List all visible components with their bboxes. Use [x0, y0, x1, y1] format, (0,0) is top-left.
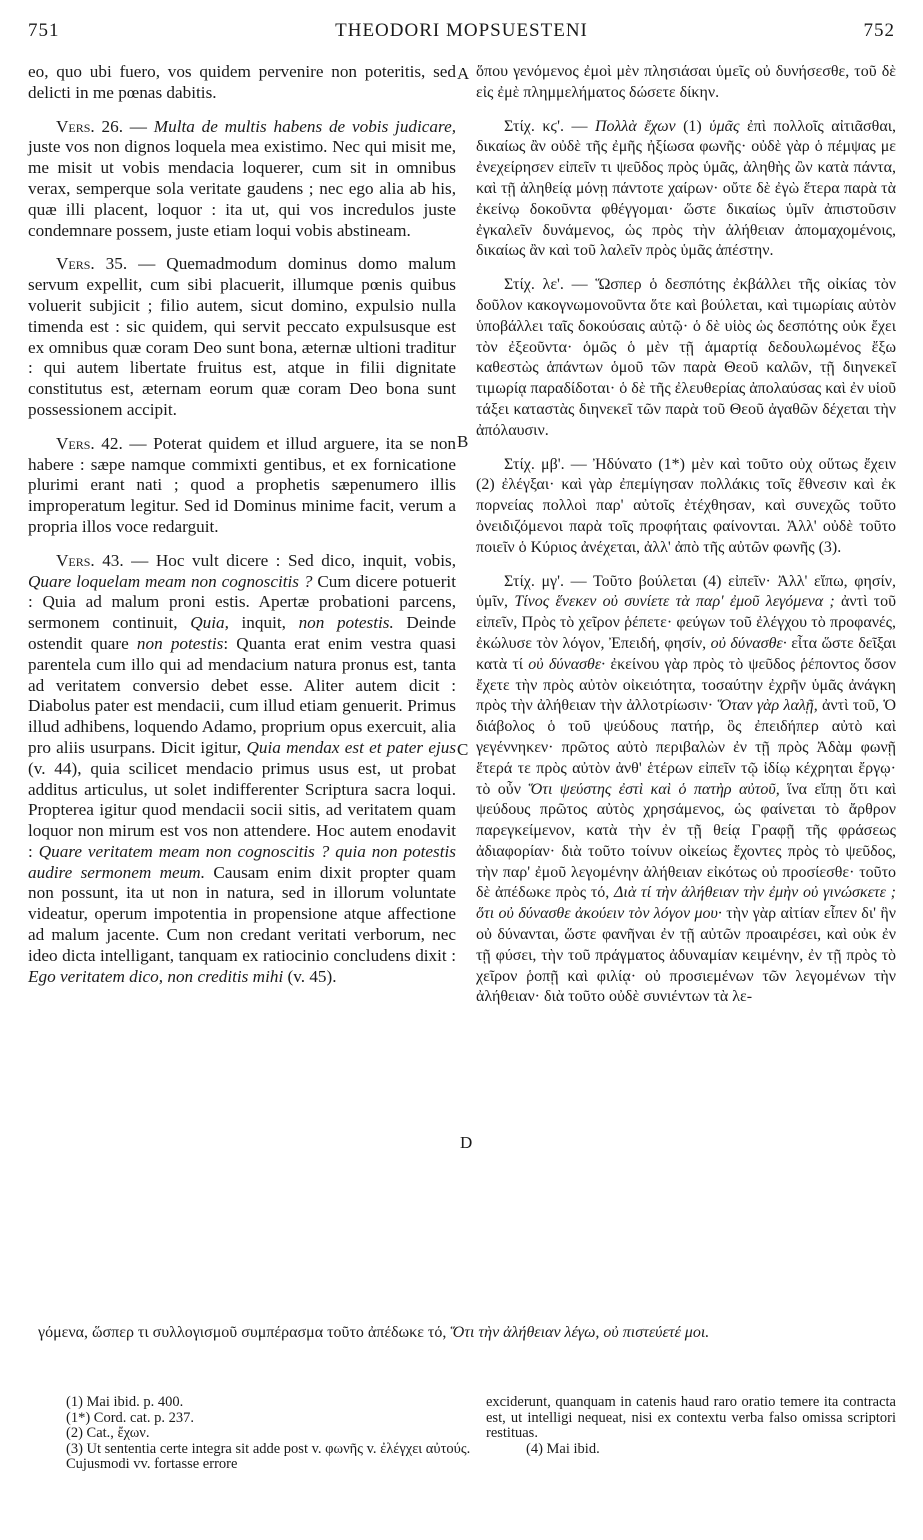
page-number-right: 752: [863, 20, 895, 41]
greek-paragraph: Στίχ. μβ'. — Ἠδύνατο (1*) μὲν καὶ τοῦτο οὐχ οὕτως ἔχειν (2) ἐλέγξαι· καὶ γὰρ ἐπεμίγησαν πολλάκις τοῖς ἔθνεσιν καὶ ἐκ πορνείας πολλοὶ παρ' αὐτοῖς ἐτέχθησαν, καὶ συνεχῶς τοῦτο ὀνειδιζόμενοι παρὰ τοῖς προφήταις φαίνονται. Ἀλλ' οὐδὲ τοῦτο ποιεῖν ὁ Κύριος ἀνέχεται, ἀλλ' ἀπὸ τῆς αὐτῶν φωνῆς (3).: [476, 455, 897, 556]
greek-column: [476, 62, 896, 1021]
section-marker-c: C: [457, 740, 469, 759]
greek-paragraph: ὅπου γενόμενος ἐμοὶ μὲν πλησιάσαι ὑμεῖς οὐ δυνήσεσθε, τοῦ δὲ εἰς ἐμὲ πλημμελήματος δώσετε δίκην.: [476, 63, 896, 101]
verse-heading: Vers. 35. —: [56, 254, 156, 274]
footnote: (3) Ut sententia certe integra sit adde post v. φωνῆς v. ἐλέγχει αὐτούς. Cujusmodi vv. fortasse errore: [66, 1440, 471, 1472]
footnote: (1) Mai ibid. p. 400.: [66, 1394, 184, 1410]
page-number-left: 751: [28, 20, 60, 41]
latin-paragraph: Vers. 26. — Multa de multis habens de vobis judicare, juste vos non dignos loquela mea existimo. Nec qui misit me, me misit ut vobis mendacia loquerer, cum sit in omnibus verax, semperque sola veritate gaudens ; nec ego alia ab his, quæ illi placent, loquor : ita ut, qui vos incredulos juste condemnare possem, juste etiam loqui vobis abstineam.: [28, 116, 456, 240]
greek-continuation: γόμενα, ὥσπερ τι συλλογισμοῦ συμπέρασμα τοῦτο ἀπέδωκε τό, Ὅτι τὴν ἀλήθειαν λέγω, οὐ πιστεύετέ μοι.: [38, 1324, 710, 1341]
footnotes-right: [486, 1395, 896, 1457]
latin-paragraph: Vers. 42. — Poterat quidem et illud arguere, ita se non habere : sæpe namque commixti gentibus, et ex fornicatione plurimi erant nati ; quod a prophetis sæpenumero illis improperatum legitur. Sed id Dominus minime facit, verum a propria illos voce redarguit.: [28, 433, 457, 536]
verse-heading: Στίχ. μγ'. —: [504, 572, 587, 590]
running-header: [28, 20, 895, 46]
verse-heading: Vers. 42. —: [56, 433, 147, 453]
footnote: (1*) Cord. cat. p. 237.: [66, 1409, 195, 1426]
verse-heading: Στίχ. κϛ'. —: [504, 117, 588, 135]
verse-heading: Στίχ. μβ'. —: [504, 455, 587, 473]
latin-paragraph: Vers. 43. — Hoc vult dicere : Sed dico, inquit, vobis, Quare loquelam meam non cognoscitis ? Cum dicere potuerit : Quia ad malum proni estis. Apertæ probationi parcens, sermonem continuit, Quia, inquit, non potestis. Deinde ostendit quare non potestis: Quanta erat enim vestra quasi parentela cum illo qui ad mendacium natura pronus est, tanta ad veritatem conversio debet esse. Aliter autem dicit : Diabolus pater est mendacii, cum illud etiam genuerit. Primus illud adhibens, loquendo Adamo, proprium opus exercuit, alia pro aliis usurpans. Dicit igitur, Quia mendax est et pater ejus (v. 44), quia scilicet mendacio primus usus est, ut probat additus articulus, ut solet indifferenter Scriptura sacra loqui. Propterea igitur quod mendacii socii sitis, ad veritatem quam loquor non mirum est vos non attendere. Hoc autem enodavit : Quare veritatem meam non cognoscitis ? quia non potestis audire sermonem meum. Causam enim dixit propter quam non possunt, ita ut non in natura, sed in illorum voluntate videatur, operum impotentia in propensione atque affectione ad malum jacente. Cum non credant veritati verborum, nec ideo dicta intelligant, tanquam ex ratiocinio concludens dixit : Ego veritatem dico, non creditis mihi (v. 45).: [28, 550, 457, 986]
section-marker-a: A: [457, 64, 470, 83]
footnote: exciderunt, quanquam in catenis haud raro oratio temere ita contracta est, ut intelligi nequeat, nisi ex contextu verba falso omissa scriptori restituas.: [486, 1394, 896, 1441]
latin-paragraph: Vers. 35. — Quemadmodum dominus domo malum servum expellit, cum sibi placuerit, illumque pœnis quibus voluerit subjicit ; filio autem, sicut domino, expulsio nulla timenda est : sic quidem, qui servit peccato expulsusque est ex omnibus quæ coram Deo sunt bona, æternæ ultioni traditur : qui autem libertate fruitus est, atque in filii dignitate constitutus est, æternam eorum quæ coram Deo bona sunt possessionem accipit.: [28, 254, 457, 419]
greek-paragraph: Στίχ. μγ'. — Τοῦτο βούλεται (4) εἰπεῖν· Ἀλλ' εἴπω, φησίν, ὑμῖν, Τίνος ἕνεκεν οὐ συνίετε τὰ παρ' ἐμοῦ λεγόμενα ; ἀντὶ τοῦ εἰπεῖν, Πρὸς τὸ χεῖρον ῥέπετε· φεύγων τοῦ ἐλέγχου τὸ προφανές, ἐκώλυσε τὸν λόγον, Ἐπειδή, φησίν, οὐ δύνασθε· εἶτα ὥστε δεῖξαι κατὰ τί οὐ δύνασθε· ἐκείνου γὰρ πρὸς τὸ ψεῦδος ῥέποντος ὅσον ἔχετε τὴν πρὸς αὐτὸν οἰκειότητα, τοσαύτην ἐχρῆν ὑμᾶς ἀνάγκη πρὸς τὴν ἀλήθειαν τὴν ἀλλοτρίωσιν· Ὅταν γὰρ λαλῇ, ἀντὶ τοῦ, Ὁ διάβολος ὁ τοῦ ψεύδους πατήρ, ὃς ἐπειδήπερ αὐτὸ καὶ γεγέννηκεν· πρῶτος αὐτὸ περιβαλὼν ἐν τῇ πρὸς Ἀδὰμ φωνῇ ἕτερά τε πρὸς αὐτὸν ἀνθ' ἑτέρων εἰπεῖν τῷ ἰδίῳ κέχρηται ἔργῳ· τὸ οὖν Ὅτι ψεύστης ἐστὶ καὶ ὁ πατὴρ αὐτοῦ, ἵνα εἴπῃ ὅτι καὶ ψεύδους πρῶτος αὐτὸς χρησάμενος, ὡς φαίνεται τὸ ἄρθρον παρεγκείμενον, κατὰ τὴν ἐν τῇ θείᾳ Γραφῇ τῆς φράσεως ἀδιαφορίαν· διὰ τοῦτο τοίνυν οἰκείως ἔχοντες πρὸς τὸ ψεῦδος, τὴν παρ' ἐμοῦ λεγομένην ἀλήθειαν εἰκότως οὐ προσίεσθε· τοῦτο δὲ ἀπέδωκε πρὸς τό, Διὰ τί τὴν ἀλήθειαν τὴν ἐμὴν οὐ γινώσκετε ; ὅτι οὐ δύνασθε ἀκούειν τὸν λόγον μου· τὴν γὰρ αἰτίαν εἶπεν δι' ἣν οὐ δύνανται, ὥστε φανῆναι ἐν τῇ αὐτῶν προαιρέσει, καὶ οὐκ ἐν τῇ φύσει, τὴν τοῦ πράγματος ἀδυναμίαν κειμένην, ἐν τῇ πρὸς τὸ χεῖρον ῥοπῇ καὶ φιλίᾳ· οὐ προσιεμένων τῶν λεγομένων τὴν ἀλήθειαν· διὰ τοῦτο οὐδὲ συνιέντων τὰ λε-: [476, 572, 897, 1006]
verse-heading: Στίχ. λε'. —: [504, 276, 588, 294]
verse-heading: Vers. 26. —: [56, 116, 147, 136]
section-marker-d: D: [460, 1133, 473, 1152]
greek-paragraph: Στίχ. κϛ'. — Πολλὰ ἔχων (1) ὑμᾶς ἐπὶ πολλοῖς αἰτιᾶσθαι, δικαίως ἂν οὐδὲ τῆς ἐμῆς ἠξίωσα φωνῆς· οὐδὲ γὰρ ὁ πέμψας με ἐνεχείρησεν εἰπεῖν τι ψεῦδος πρὸς ὑμᾶς, ἀληθὴς ὢν κατὰ πάντα, καὶ τῇ ἀληθείᾳ μόνῃ πάντοτε χαίρων· οὔτε δὲ ἐγὼ ἕτερα παρὰ τὰ ἐκείνῳ δοκοῦντα φθέγγομαι· ὥστε δικαίως ὑμῖν ἀπιστοῦσιν ἐγκαλεῖν δυνάμενος, ὡς πρὸς τὴν ἀλήθειαν ἀπομαχομένοις, δικαίως ἂν καὶ τοῦ λαλεῖν πρὸς ὑμᾶς ἀπέστην.: [476, 117, 897, 260]
verse-heading: Vers. 43. —: [56, 550, 149, 570]
section-marker-b: B: [457, 432, 469, 451]
greek-paragraph: Στίχ. λε'. — Ὥσπερ ὁ δεσπότης ἐκβάλλει τῆς οἰκίας τὸν δοῦλον κακογνωμονοῦντα ὅτε καὶ βούλεται, καὶ τιμωρίαις αὐτὸν ὑποβάλλει ταῖς δοκούσαις αὐτῷ· ὁ δὲ υἱὸς ὡς δεσπότης οὐκ ἔχει τὸν ἐξεοῦντα· ὁμῶς ὁ μὲν τῇ ἁμαρτίᾳ δεδουλωμένος ἔξω καθεστὼς ἁπάντων ὁμοῦ τῶν παρὰ Θεοῦ καλῶν, τῇ διηνεκεῖ τιμωρίᾳ παραδίδοται· ὁ δὲ τῆς ἐλευθερίας ἀπολαύσας καὶ ἐν υἱοῦ τάξει καταστὰς διηνεκεῖ τῶν παρὰ τοῦ Θεοῦ ἀγαθῶν δέχεται τὴν ἀπόλαυσιν.: [476, 276, 897, 439]
latin-column: [28, 62, 456, 1000]
footnote: (2) Cat., ἔχων.: [66, 1425, 150, 1441]
footnotes-left: [66, 1395, 476, 1473]
running-title: THEODORI MOPSUESTENI: [335, 20, 588, 41]
footnote: (4) Mai ibid.: [526, 1440, 600, 1457]
latin-paragraph: eo, quo ubi fuero, vos quidem pervenire non poteritis, sed delicti in me pœnas dabitis.: [28, 62, 456, 102]
